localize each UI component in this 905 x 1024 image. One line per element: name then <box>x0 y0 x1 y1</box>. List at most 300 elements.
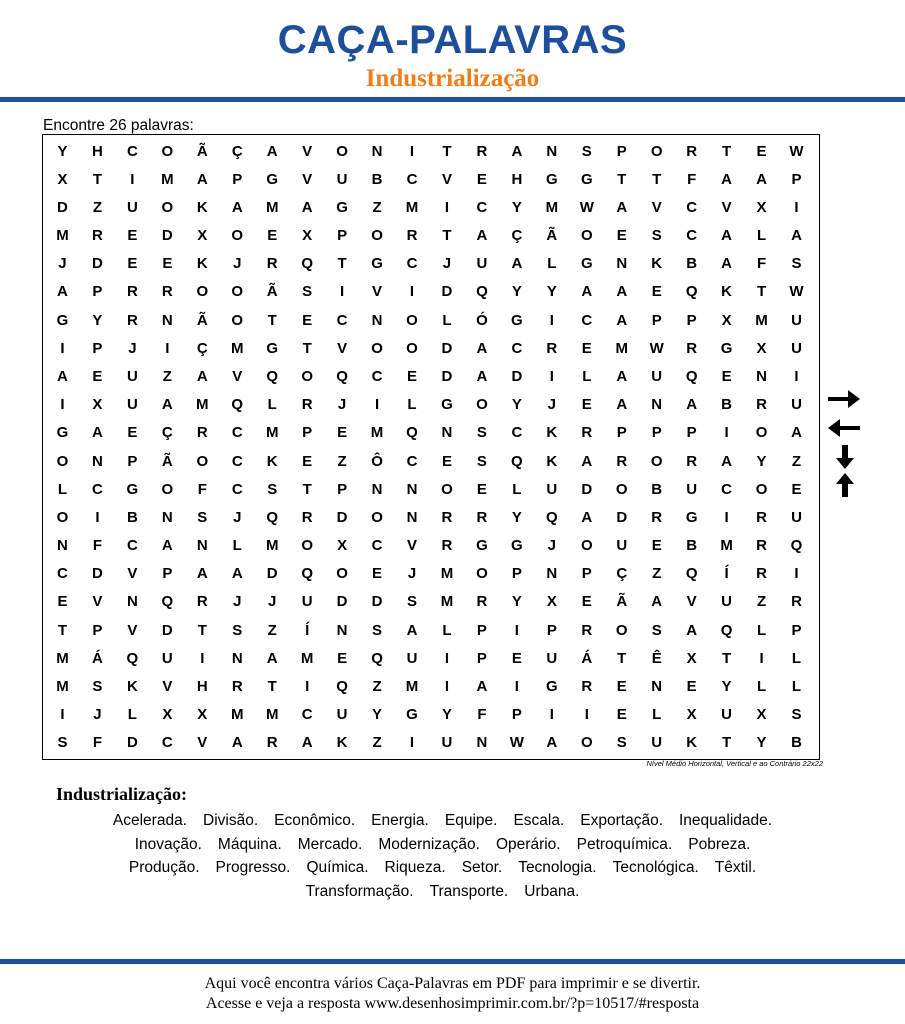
grid-cell[interactable]: Ç <box>231 142 243 160</box>
grid-cell[interactable]: L <box>407 396 417 414</box>
grid-cell[interactable]: Ã <box>616 593 628 611</box>
grid-cell[interactable]: B <box>371 170 383 188</box>
grid-cell[interactable]: Y <box>441 706 452 724</box>
grid-cell[interactable]: O <box>371 339 383 357</box>
grid-cell[interactable]: M <box>161 170 174 188</box>
grid-cell[interactable]: V <box>162 678 173 696</box>
grid-cell[interactable]: P <box>511 565 522 583</box>
grid-cell[interactable]: X <box>756 339 767 357</box>
grid-cell[interactable]: S <box>57 734 68 752</box>
grid-cell[interactable]: G <box>441 396 453 414</box>
grid-cell[interactable]: Í <box>724 565 729 583</box>
grid-cell[interactable]: Q <box>336 368 348 386</box>
grid-cell[interactable]: Y <box>92 311 103 329</box>
grid-cell[interactable]: S <box>407 593 418 611</box>
grid-cell[interactable]: J <box>547 537 556 555</box>
grid-cell[interactable]: E <box>476 170 487 188</box>
grid-cell[interactable]: X <box>197 706 208 724</box>
grid-cell[interactable]: R <box>231 678 243 696</box>
grid-cell[interactable]: A <box>476 339 488 357</box>
grid-cell[interactable]: I <box>514 678 519 696</box>
grid-cell[interactable]: Z <box>791 452 802 470</box>
grid-cell[interactable]: G <box>56 311 69 329</box>
grid-cell[interactable]: N <box>371 142 383 160</box>
grid-cell[interactable]: I <box>60 706 65 724</box>
grid-cell[interactable]: G <box>546 170 558 188</box>
grid-cell[interactable]: Z <box>372 198 382 216</box>
grid-cell[interactable]: C <box>231 452 243 470</box>
grid-cell[interactable]: J <box>128 339 137 357</box>
grid-cell[interactable]: O <box>231 227 244 245</box>
grid-cell[interactable]: T <box>197 621 207 639</box>
grid-cell[interactable]: M <box>615 339 628 357</box>
grid-cell[interactable]: Q <box>301 565 313 583</box>
grid-cell[interactable]: N <box>616 255 628 273</box>
grid-cell[interactable]: P <box>92 283 103 301</box>
grid-cell[interactable]: A <box>196 565 208 583</box>
grid-cell[interactable]: N <box>651 396 663 414</box>
grid-cell[interactable]: T <box>337 255 347 273</box>
grid-cell[interactable]: K <box>196 198 208 216</box>
grid-cell[interactable]: L <box>267 396 277 414</box>
grid-cell[interactable]: D <box>161 227 173 245</box>
grid-cell[interactable]: A <box>581 283 593 301</box>
grid-cell[interactable]: C <box>406 170 418 188</box>
grid-cell[interactable]: S <box>581 142 592 160</box>
grid-cell[interactable]: P <box>791 170 802 188</box>
grid-cell[interactable]: I <box>130 170 135 188</box>
grid-cell[interactable]: L <box>756 227 767 245</box>
grid-cell[interactable]: E <box>791 480 802 498</box>
grid-cell[interactable]: Y <box>57 142 68 160</box>
grid-cell[interactable]: Q <box>685 565 698 583</box>
grid-cell[interactable]: T <box>92 170 103 188</box>
grid-cell[interactable]: G <box>406 706 418 724</box>
grid-cell[interactable]: C <box>686 227 698 245</box>
grid-cell[interactable]: O <box>406 311 418 329</box>
grid-cell[interactable]: P <box>162 565 173 583</box>
grid-cell[interactable]: O <box>441 480 453 498</box>
grid-cell[interactable]: G <box>476 537 488 555</box>
grid-cell[interactable]: L <box>512 480 522 498</box>
grid-cell[interactable]: V <box>407 537 418 555</box>
grid-cell[interactable]: U <box>336 706 348 724</box>
grid-cell[interactable]: N <box>371 480 383 498</box>
grid-cell[interactable]: J <box>233 593 242 611</box>
grid-cell[interactable]: M <box>56 678 69 696</box>
grid-cell[interactable]: S <box>372 621 383 639</box>
grid-cell[interactable]: I <box>305 678 310 696</box>
grid-cell[interactable]: P <box>476 621 487 639</box>
grid-cell[interactable]: C <box>371 368 383 386</box>
grid-cell[interactable]: G <box>511 537 523 555</box>
grid-cell[interactable]: E <box>686 678 697 696</box>
grid-cell[interactable]: A <box>616 311 628 329</box>
grid-cell[interactable]: Z <box>372 734 382 752</box>
grid-cell[interactable]: N <box>756 368 767 386</box>
grid-cell[interactable]: E <box>616 678 627 696</box>
grid-cell[interactable]: N <box>546 142 558 160</box>
grid-cell[interactable]: W <box>789 283 804 301</box>
grid-cell[interactable]: O <box>755 480 768 498</box>
grid-cell[interactable]: R <box>546 339 558 357</box>
grid-cell[interactable]: C <box>57 565 68 583</box>
grid-cell[interactable]: E <box>616 227 627 245</box>
grid-cell[interactable]: A <box>616 283 628 301</box>
grid-cell[interactable]: A <box>686 396 698 414</box>
grid-cell[interactable]: P <box>546 621 557 639</box>
grid-cell[interactable]: O <box>231 283 244 301</box>
grid-cell[interactable]: A <box>581 452 593 470</box>
grid-cell[interactable]: X <box>686 706 697 724</box>
grid-cell[interactable]: C <box>476 198 488 216</box>
grid-cell[interactable]: O <box>56 508 69 526</box>
grid-cell[interactable]: P <box>686 311 697 329</box>
grid-cell[interactable]: R <box>756 508 767 526</box>
grid-cell[interactable]: Q <box>336 678 348 696</box>
grid-cell[interactable]: A <box>92 424 103 442</box>
grid-cell[interactable]: X <box>756 198 767 216</box>
grid-cell[interactable]: R <box>651 508 663 526</box>
grid-cell[interactable]: C <box>231 480 243 498</box>
grid-cell[interactable]: N <box>126 593 138 611</box>
grid-cell[interactable]: Q <box>406 424 418 442</box>
grid-cell[interactable]: Y <box>372 706 383 724</box>
grid-cell[interactable]: G <box>336 198 348 216</box>
grid-cell[interactable]: U <box>336 170 348 188</box>
grid-cell[interactable]: M <box>440 593 454 611</box>
grid-cell[interactable]: D <box>336 593 348 611</box>
grid-cell[interactable]: Q <box>546 508 558 526</box>
grid-cell[interactable]: S <box>791 255 802 273</box>
grid-cell[interactable]: L <box>582 368 592 386</box>
grid-cell[interactable]: X <box>721 311 732 329</box>
grid-cell[interactable]: T <box>267 678 277 696</box>
grid-cell[interactable]: A <box>616 198 628 216</box>
grid-cell[interactable]: R <box>756 537 767 555</box>
grid-cell[interactable]: O <box>580 227 593 245</box>
grid-cell[interactable]: T <box>442 142 452 160</box>
grid-cell[interactable]: Ã <box>266 283 278 301</box>
grid-cell[interactable]: E <box>581 396 592 414</box>
grid-cell[interactable]: B <box>721 396 733 414</box>
grid-cell[interactable]: U <box>791 396 802 414</box>
grid-cell[interactable]: I <box>759 649 764 667</box>
grid-cell[interactable]: S <box>476 424 487 442</box>
grid-cell[interactable]: R <box>92 227 103 245</box>
grid-cell[interactable]: G <box>720 339 733 357</box>
grid-cell[interactable]: J <box>93 706 102 724</box>
grid-cell[interactable]: G <box>511 311 523 329</box>
grid-cell[interactable]: K <box>196 255 208 273</box>
grid-cell[interactable]: O <box>161 198 174 216</box>
grid-cell[interactable]: N <box>546 565 558 583</box>
grid-cell[interactable]: D <box>161 621 173 639</box>
grid-cell[interactable]: O <box>580 537 593 555</box>
grid-cell[interactable]: J <box>233 508 242 526</box>
grid-cell[interactable]: I <box>549 368 554 386</box>
grid-cell[interactable]: A <box>546 734 558 752</box>
grid-cell[interactable]: C <box>301 706 313 724</box>
grid-cell[interactable]: U <box>476 255 488 273</box>
grid-cell[interactable]: R <box>616 452 628 470</box>
grid-cell[interactable]: A <box>266 649 278 667</box>
grid-cell[interactable]: Ç <box>161 424 173 442</box>
grid-cell[interactable]: U <box>651 368 663 386</box>
grid-cell[interactable]: A <box>581 508 593 526</box>
grid-cell[interactable]: X <box>57 170 68 188</box>
grid-cell[interactable]: C <box>231 424 243 442</box>
grid-cell[interactable]: E <box>162 255 173 273</box>
grid-cell[interactable]: U <box>791 508 802 526</box>
grid-cell[interactable]: E <box>651 537 662 555</box>
grid-cell[interactable]: M <box>720 537 733 555</box>
grid-cell[interactable]: R <box>126 311 138 329</box>
grid-cell[interactable]: H <box>511 170 523 188</box>
grid-cell[interactable]: Ô <box>371 452 383 470</box>
grid-cell[interactable]: A <box>511 142 523 160</box>
grid-cell[interactable]: P <box>791 621 802 639</box>
grid-cell[interactable]: A <box>791 424 802 442</box>
grid-cell[interactable]: L <box>547 255 557 273</box>
grid-cell[interactable]: J <box>407 565 417 583</box>
grid-cell[interactable]: T <box>756 283 767 301</box>
grid-cell[interactable]: O <box>615 480 628 498</box>
grid-cell[interactable]: I <box>409 142 415 160</box>
grid-cell[interactable]: Ã <box>546 227 558 245</box>
grid-cell[interactable]: A <box>161 537 173 555</box>
grid-cell[interactable]: V <box>302 142 313 160</box>
grid-cell[interactable]: M <box>405 198 419 216</box>
grid-cell[interactable]: N <box>336 621 348 639</box>
grid-cell[interactable]: M <box>265 424 279 442</box>
grid-cell[interactable]: A <box>231 734 243 752</box>
grid-cell[interactable]: Z <box>162 368 172 386</box>
grid-cell[interactable]: C <box>511 424 523 442</box>
grid-cell[interactable]: E <box>92 368 103 386</box>
grid-cell[interactable]: C <box>406 255 418 273</box>
grid-cell[interactable]: R <box>301 396 313 414</box>
grid-cell[interactable]: A <box>476 678 488 696</box>
grid-cell[interactable]: P <box>616 424 627 442</box>
grid-cell[interactable]: S <box>476 452 487 470</box>
grid-cell[interactable]: E <box>441 452 452 470</box>
grid-cell[interactable]: Í <box>305 621 310 639</box>
grid-cell[interactable]: N <box>196 537 208 555</box>
grid-cell[interactable]: R <box>266 734 278 752</box>
grid-cell[interactable]: I <box>514 621 519 639</box>
grid-cell[interactable]: O <box>301 368 313 386</box>
grid-cell[interactable]: O <box>650 142 663 160</box>
grid-cell[interactable]: T <box>267 311 277 329</box>
grid-cell[interactable]: C <box>371 537 383 555</box>
grid-cell[interactable]: Y <box>756 734 767 752</box>
grid-cell[interactable]: V <box>721 198 732 216</box>
grid-cell[interactable]: O <box>371 227 383 245</box>
grid-cell[interactable]: U <box>301 593 313 611</box>
grid-cell[interactable]: U <box>791 311 802 329</box>
grid-cell[interactable]: X <box>302 227 313 245</box>
grid-cell[interactable]: Z <box>652 565 662 583</box>
grid-cell[interactable]: E <box>581 593 592 611</box>
grid-cell[interactable]: D <box>581 480 593 498</box>
grid-cell[interactable]: M <box>56 227 69 245</box>
grid-cell[interactable]: U <box>546 480 558 498</box>
grid-cell[interactable]: A <box>161 396 173 414</box>
grid-cell[interactable]: C <box>581 311 593 329</box>
grid-cell[interactable]: I <box>340 283 345 301</box>
grid-cell[interactable]: A <box>686 621 698 639</box>
grid-cell[interactable]: O <box>231 311 244 329</box>
grid-cell[interactable]: A <box>266 142 278 160</box>
grid-cell[interactable]: T <box>652 170 662 188</box>
grid-cell[interactable]: L <box>756 621 767 639</box>
grid-cell[interactable]: M <box>405 678 419 696</box>
grid-cell[interactable]: J <box>547 396 556 414</box>
grid-cell[interactable]: E <box>302 452 313 470</box>
grid-cell[interactable]: X <box>197 227 208 245</box>
grid-cell[interactable]: A <box>196 170 208 188</box>
grid-cell[interactable]: N <box>406 508 418 526</box>
grid-cell[interactable]: D <box>266 565 278 583</box>
grid-cell[interactable]: I <box>60 339 65 357</box>
grid-cell[interactable]: N <box>92 452 103 470</box>
grid-cell[interactable]: G <box>56 424 69 442</box>
grid-cell[interactable]: E <box>616 706 627 724</box>
grid-cell[interactable]: V <box>232 368 243 386</box>
grid-cell[interactable]: E <box>372 565 383 583</box>
grid-cell[interactable]: A <box>231 565 243 583</box>
grid-cell[interactable]: C <box>92 480 103 498</box>
grid-cell[interactable]: I <box>794 368 799 386</box>
grid-cell[interactable]: P <box>581 565 592 583</box>
grid-cell[interactable]: K <box>651 255 663 273</box>
grid-cell[interactable]: N <box>161 508 173 526</box>
grid-cell[interactable]: O <box>336 142 348 160</box>
grid-cell[interactable]: E <box>127 255 138 273</box>
grid-cell[interactable]: R <box>476 593 488 611</box>
grid-cell[interactable]: U <box>686 480 698 498</box>
grid-cell[interactable]: E <box>756 142 767 160</box>
grid-cell[interactable]: U <box>791 339 802 357</box>
grid-cell[interactable]: M <box>230 706 244 724</box>
grid-cell[interactable]: E <box>651 283 662 301</box>
grid-cell[interactable]: S <box>651 227 662 245</box>
grid-cell[interactable]: Ã <box>196 142 208 160</box>
grid-cell[interactable]: I <box>374 396 380 414</box>
grid-cell[interactable]: M <box>265 198 279 216</box>
grid-cell[interactable]: I <box>60 396 65 414</box>
grid-cell[interactable]: L <box>791 649 802 667</box>
grid-cell[interactable]: M <box>300 649 314 667</box>
grid-cell[interactable]: L <box>232 537 242 555</box>
grid-cell[interactable]: D <box>92 565 103 583</box>
grid-cell[interactable]: A <box>196 368 208 386</box>
grid-cell[interactable]: N <box>476 734 488 752</box>
grid-cell[interactable]: M <box>230 339 244 357</box>
grid-cell[interactable]: M <box>755 311 768 329</box>
grid-cell[interactable]: O <box>755 424 768 442</box>
grid-cell[interactable]: O <box>336 565 348 583</box>
grid-cell[interactable]: I <box>584 706 589 724</box>
grid-cell[interactable]: Q <box>371 649 383 667</box>
grid-cell[interactable]: Y <box>511 508 522 526</box>
grid-cell[interactable]: N <box>441 424 453 442</box>
grid-cell[interactable]: J <box>268 593 277 611</box>
grid-cell[interactable]: A <box>511 255 523 273</box>
grid-cell[interactable]: O <box>580 734 593 752</box>
grid-cell[interactable]: B <box>791 734 802 752</box>
grid-cell[interactable]: Ê <box>651 649 662 667</box>
grid-cell[interactable]: S <box>791 706 802 724</box>
grid-cell[interactable]: A <box>476 227 488 245</box>
grid-cell[interactable]: W <box>649 339 664 357</box>
grid-cell[interactable]: Q <box>301 255 313 273</box>
grid-cell[interactable]: D <box>126 734 138 752</box>
grid-cell[interactable]: X <box>546 593 557 611</box>
grid-cell[interactable]: D <box>57 198 68 216</box>
grid-cell[interactable]: Ó <box>476 311 488 329</box>
grid-cell[interactable]: R <box>406 227 418 245</box>
grid-cell[interactable]: K <box>686 734 698 752</box>
grid-cell[interactable]: P <box>127 452 138 470</box>
grid-cell[interactable]: T <box>722 649 732 667</box>
grid-cell[interactable]: E <box>57 593 68 611</box>
grid-cell[interactable]: U <box>651 734 663 752</box>
grid-cell[interactable]: A <box>476 368 488 386</box>
grid-cell[interactable]: P <box>302 424 313 442</box>
grid-cell[interactable]: T <box>302 339 312 357</box>
grid-cell[interactable]: A <box>301 198 313 216</box>
grid-cell[interactable]: P <box>651 424 662 442</box>
grid-cell[interactable]: U <box>616 537 628 555</box>
grid-cell[interactable]: C <box>336 311 348 329</box>
grid-cell[interactable]: F <box>756 255 767 273</box>
grid-cell[interactable]: N <box>161 311 173 329</box>
grid-cell[interactable]: V <box>197 734 208 752</box>
grid-cell[interactable]: Q <box>126 649 139 667</box>
grid-cell[interactable]: A <box>721 452 733 470</box>
grid-cell[interactable]: C <box>721 480 733 498</box>
grid-cell[interactable]: O <box>476 396 488 414</box>
grid-cell[interactable]: I <box>165 339 170 357</box>
grid-cell[interactable]: L <box>57 480 68 498</box>
grid-cell[interactable]: P <box>616 142 627 160</box>
grid-cell[interactable]: T <box>722 142 732 160</box>
grid-cell[interactable]: R <box>441 508 453 526</box>
grid-cell[interactable]: X <box>92 396 103 414</box>
grid-cell[interactable]: Y <box>756 452 767 470</box>
grid-cell[interactable]: X <box>686 649 697 667</box>
grid-cell[interactable]: D <box>371 593 383 611</box>
grid-cell[interactable]: G <box>266 170 279 188</box>
grid-cell[interactable]: N <box>651 678 663 696</box>
grid-cell[interactable]: P <box>686 424 697 442</box>
grid-cell[interactable]: O <box>161 142 174 160</box>
grid-cell[interactable]: X <box>756 706 767 724</box>
grid-cell[interactable]: G <box>126 480 139 498</box>
grid-cell[interactable]: L <box>756 678 767 696</box>
grid-cell[interactable]: B <box>686 255 698 273</box>
grid-cell[interactable]: V <box>302 170 313 188</box>
grid-cell[interactable]: L <box>127 706 137 724</box>
grid-cell[interactable]: O <box>196 283 209 301</box>
grid-cell[interactable]: I <box>724 508 729 526</box>
grid-cell[interactable]: Y <box>511 198 522 216</box>
grid-cell[interactable]: Q <box>685 283 698 301</box>
grid-cell[interactable]: D <box>441 368 453 386</box>
grid-cell[interactable]: R <box>161 283 173 301</box>
